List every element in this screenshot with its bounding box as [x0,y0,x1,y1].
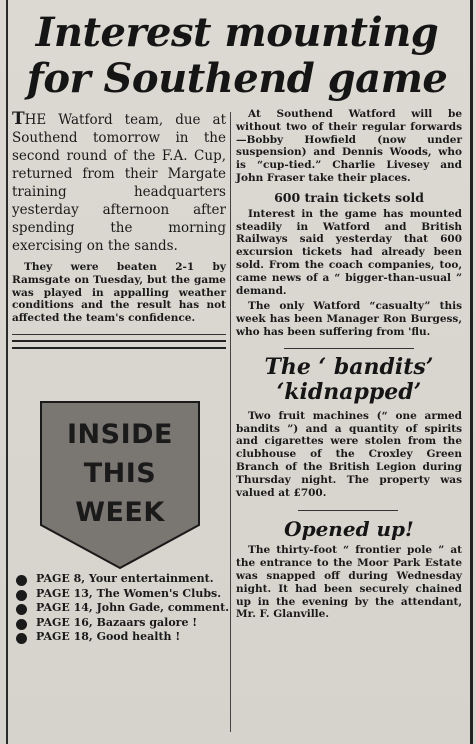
badge-line-2: THIS [83,458,157,489]
opened-headline: Opened up! [284,517,414,542]
bullet-icon [16,590,27,601]
bullet-icon [16,604,27,615]
inside-this-week-badge [40,401,200,569]
column-rule-right [470,0,473,744]
contents-list [14,573,234,646]
left-body-paragraph: They were beaten 2-1 by Ramsgate on Tuesday, but the game was played in appalling weather conditions and the result has not affected the team's confidence. [12,261,226,325]
right-body-paragraph: The only Watford “casualty” this week has been Manager Ron Burgess, who has been suffering from 'flu. [236,300,462,338]
bandits-head-line-1: The ‘ bandits’ [264,353,434,380]
double-rule [12,340,226,349]
right-body-paragraph: At Southend Watford will be without two of their regular forwards—Bobby Howfield (now under suspension) and Dennis Woods, who is “cup-tied.” Charlie Livesey and John Fraser take their places. [236,108,462,184]
left-column [12,110,226,349]
headline-line-1: Interest mounting [35,9,439,56]
badge-label [40,415,200,532]
bandits-headline [236,355,462,405]
bandits-body: Two fruit machines (“ one armed bandits ”) and a quantity of spirits and cigarettes were stolen from the clubhouse of the Croxley Green Branch of the British Legion during Thursday night. The property was valued at £700. [236,409,462,499]
headline-line-2: for Southend game [26,55,448,102]
bandits-head-line-2: ‘kidnapped’ [276,378,422,405]
drop-cap: T [12,109,25,129]
subhead-train-tickets: 600 train tickets sold [274,189,424,205]
contents-item: PAGE 8, Your entertainment. [14,573,234,586]
main-headline [14,10,460,102]
bullet-icon [16,619,27,630]
separator-rule [298,510,398,511]
badge-line-1: INSIDE [67,419,173,450]
contents-item: PAGE 18, Good health ! [14,631,234,644]
lead-text: HE Watford team, due at Southend tomorrow in the second round of the F.A. Cup, returned from their Margate training headquarters yesterday afternoon after spending the morning exercising on the sands. [12,112,226,254]
column-rule-left [6,0,8,744]
separator-rule [284,348,414,349]
badge-line-3: WEEK [75,497,165,528]
opened-body: The thirty-foot “ frontier pole ” at the entrance to the Moor Park Estate was snapped off during Wednesday night. It had been securely chained up in the evening by the attendant, Mr. F. Glanville. [236,544,462,621]
right-body-paragraph: Interest in the game has mounted steadily in Watford and British Railways said yesterday that 600 excursion tickets had already been sold. From the coach companies, too, came news of a “ bigger-than-usual ” demand. [236,207,462,297]
bullet-icon [16,575,27,586]
bullet-icon [16,633,27,644]
contents-item: PAGE 14, John Gade, comment. [14,602,234,615]
lead-paragraph [12,110,226,255]
contents-item: PAGE 16, Bazaars galore ! [14,617,234,630]
right-column [236,108,462,624]
contents-item: PAGE 13, The Women's Clubs. [14,588,234,601]
